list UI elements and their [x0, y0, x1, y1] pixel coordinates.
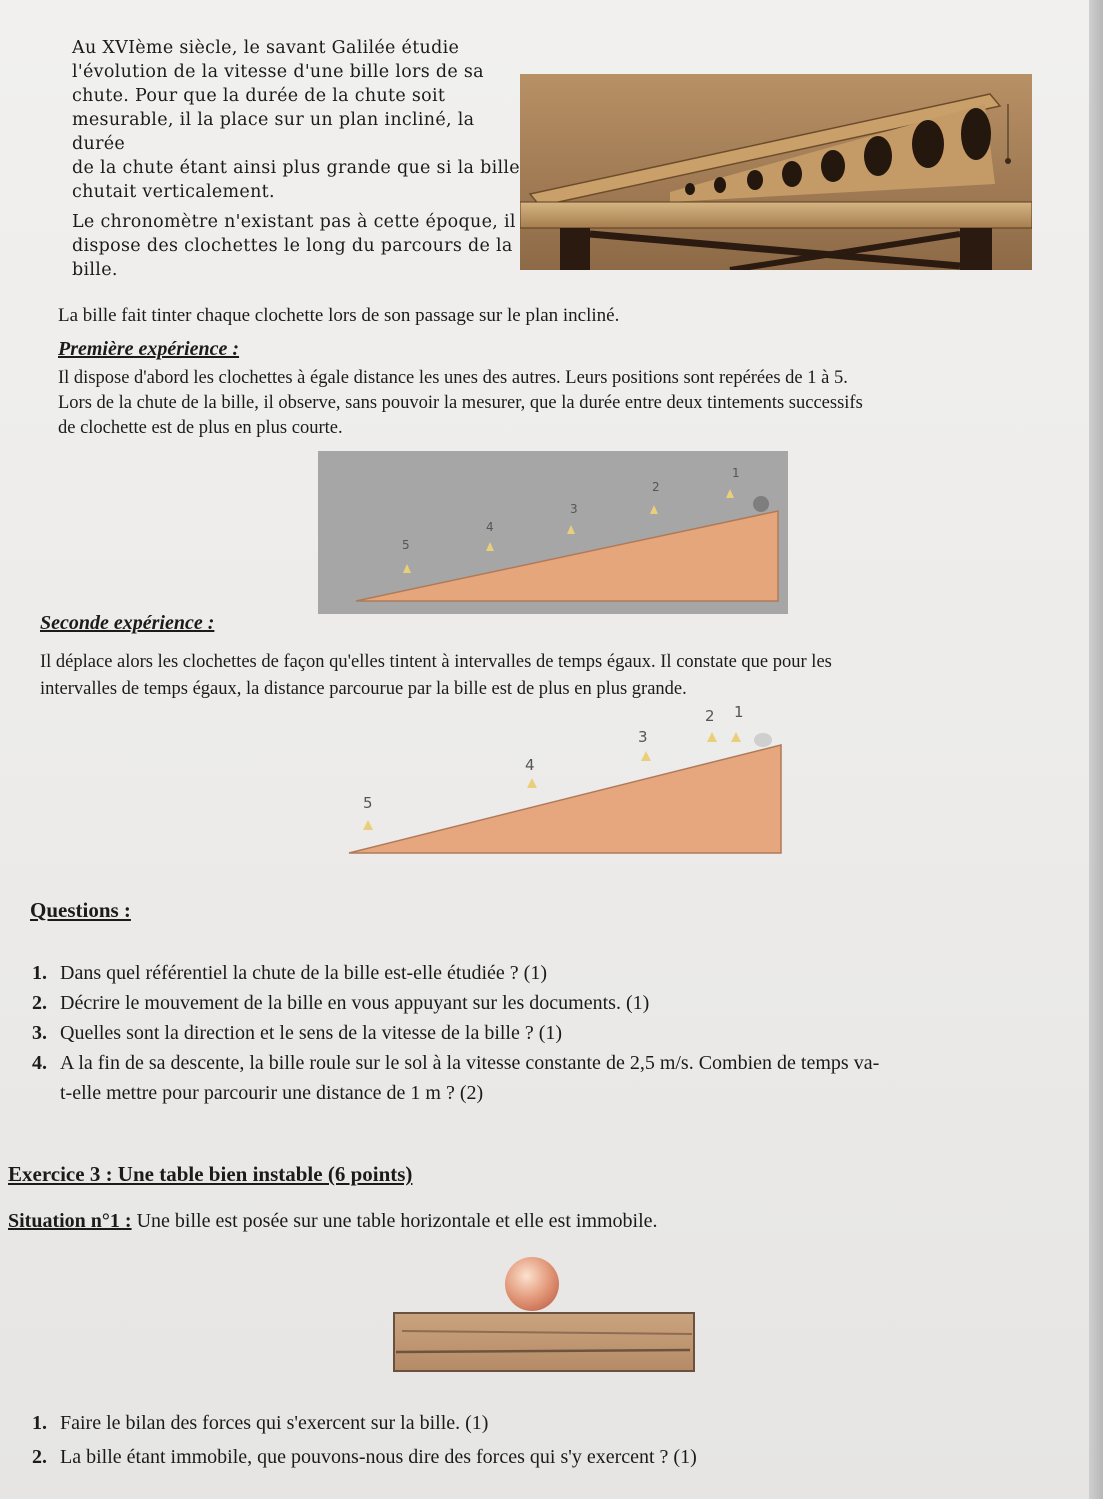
exp2-title: Seconde expérience : — [40, 612, 215, 634]
intro-paragraph — [72, 36, 522, 282]
question-text: Quelles sont la direction et le sens de la vitesse de la bille ? (1) — [60, 1022, 563, 1044]
exercise3-questions — [32, 1406, 1092, 1474]
question-item — [32, 988, 1092, 1018]
exp2-bell — [731, 732, 741, 742]
exp1-figure — [318, 451, 788, 614]
intro-line: chutait verticalement. — [72, 182, 275, 202]
questions-title: Questions : — [30, 898, 131, 922]
exp1-bell-label: 5 — [402, 538, 410, 552]
intro-line: chute. Pour que la durée de la chute soit — [72, 86, 446, 106]
ball — [753, 496, 769, 512]
question-text: La bille étant immobile, que pouvons-nous dire des forces qui s'y exercent ? (1) — [60, 1446, 697, 1468]
question-item — [32, 1018, 1092, 1048]
page-edge-shadow — [1089, 0, 1103, 1499]
exp1-line: de clochette est de plus en plus courte. — [58, 418, 343, 438]
exp1-title: Première expérience : — [58, 338, 240, 360]
table-top — [394, 1313, 694, 1371]
exp1-bell-label: 4 — [486, 520, 494, 534]
exp2-bell — [707, 732, 717, 742]
exp2-paragraph — [40, 649, 1080, 703]
exercise3-title: Exercice 3 : Une table bien instable (6 points) — [8, 1162, 413, 1186]
question-number: 1. — [32, 962, 47, 984]
bell-sentence: La bille fait tinter chaque clochette lors de son passage sur le plan incliné. — [58, 305, 620, 326]
question-number: 1. — [32, 1412, 47, 1434]
question-number: 2. — [32, 1446, 47, 1468]
exp2-bell-label: 2 — [705, 707, 715, 725]
exp2-line: Il déplace alors les clochettes de façon qu'elles tintent à intervalles de temps égaux. Il constate que pour les — [40, 652, 832, 672]
exp1-bell-label: 2 — [652, 480, 660, 494]
exp2-bell-label: 5 — [363, 794, 373, 812]
situation-label: Situation n°1 : — [8, 1210, 132, 1232]
question-text: Faire le bilan des forces qui s'exercent sur la bille. (1) — [60, 1412, 489, 1434]
question-text: Décrire le mouvement de la bille en vous appuyant sur les documents. (1) — [60, 992, 650, 1014]
question-text: A la fin de sa descente, la bille roule sur le sol à la vitesse constante de 2,5 m/s. Combien de temps va- — [60, 1052, 880, 1074]
question-number: 3. — [32, 1022, 47, 1044]
exp1-line: Il dispose d'abord les clochettes à égale distance les unes des autres. Leurs positions sont repérées de 1 à 5. — [58, 368, 848, 388]
question-item — [32, 1406, 1092, 1440]
exp1-paragraph — [58, 366, 1068, 441]
questions-list — [32, 958, 1092, 1108]
intro-line: l'évolution de la vitesse d'une bille lors de sa — [72, 62, 484, 82]
intro-line: dispose des clochettes le long du parcours de la — [72, 236, 513, 256]
situation-line — [8, 1210, 658, 1233]
situation-text: Une bille est posée sur une table horizontale et elle est immobile. — [131, 1210, 658, 1232]
exp2-figure — [345, 700, 785, 865]
exp1-ramp-diagram — [318, 451, 788, 614]
question-text: Dans quel référentiel la chute de la bille est-elle étudiée ? (1) — [60, 962, 547, 984]
question-item — [32, 1440, 1092, 1474]
table-marble-illustration — [392, 1254, 696, 1374]
ball — [754, 733, 772, 747]
exp2-bell — [363, 820, 373, 830]
question-item — [32, 1048, 1092, 1108]
exp2-ramp-diagram — [345, 700, 785, 865]
exp2-bell-label: 4 — [525, 756, 535, 774]
galileo-apparatus-illustration — [520, 74, 1032, 270]
exp2-bell — [641, 751, 651, 761]
exp2-bell — [527, 778, 537, 788]
intro-line: bille. — [72, 260, 118, 280]
exp2-line: intervalles de temps égaux, la distance parcourue par la bille est de plus en plus grande. — [40, 679, 687, 699]
exp1-bell-label: 3 — [570, 502, 578, 516]
question-text: t-elle mettre pour parcourir une distance de 1 m ? (2) — [60, 1082, 484, 1104]
intro-line: de la chute étant ainsi plus grande que si la bille — [72, 158, 520, 178]
exp1-bell-label: 1 — [732, 466, 740, 480]
table-marble-figure — [392, 1254, 696, 1374]
intro-line: mesurable, il la place sur un plan incliné, la durée — [72, 110, 475, 154]
exp2-ramp — [349, 745, 781, 853]
question-item — [32, 958, 1092, 988]
exp1-line: Lors de la chute de la bille, il observe, sans pouvoir la mesurer, que la durée entre deux tintements successifs — [58, 393, 863, 413]
intro-line: Le chronomètre n'existant pas à cette époque, il — [72, 212, 516, 232]
exp2-bell-label: 3 — [638, 728, 648, 746]
question-number: 4. — [32, 1052, 47, 1074]
galileo-apparatus-photo — [520, 74, 1032, 270]
marble — [505, 1257, 559, 1311]
intro-line: Au XVIème siècle, le savant Galilée étudie — [72, 38, 460, 58]
question-number: 2. — [32, 992, 47, 1014]
exp2-bell-label: 1 — [734, 703, 744, 721]
